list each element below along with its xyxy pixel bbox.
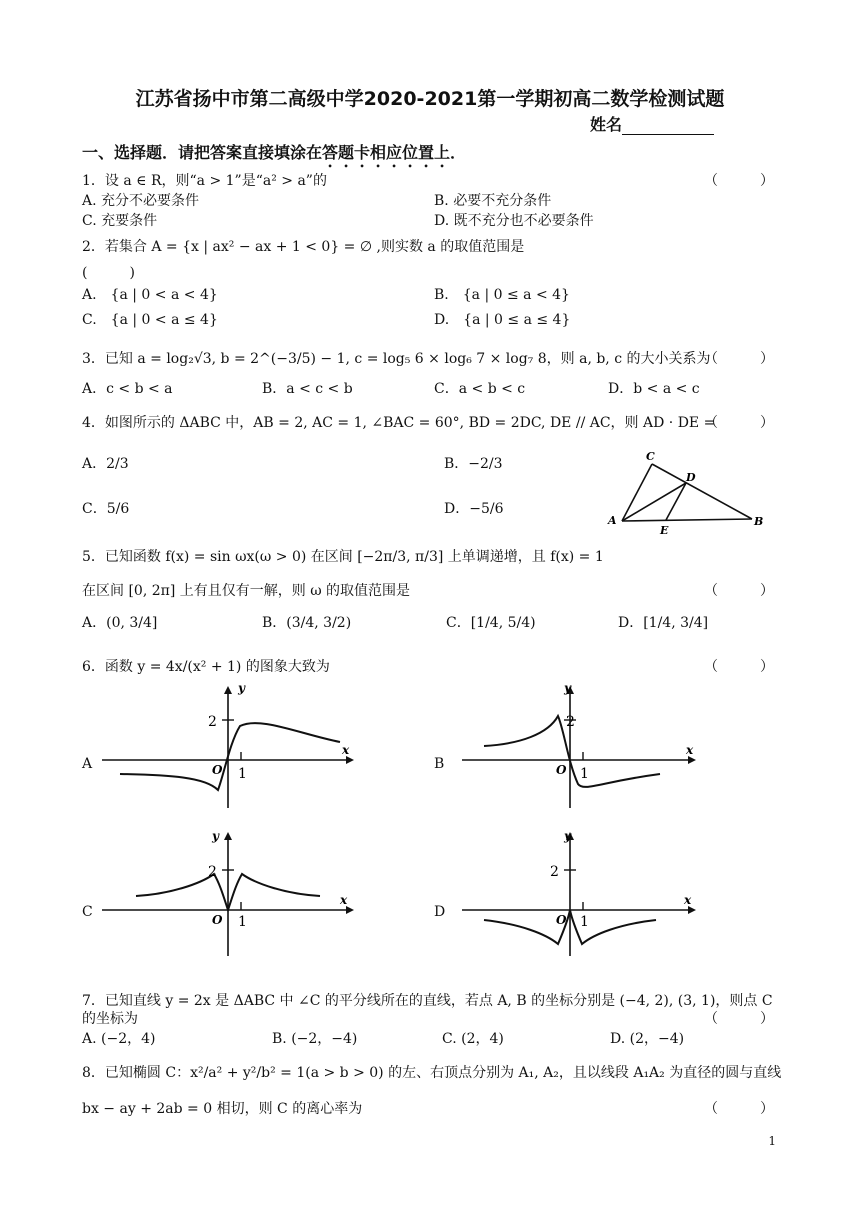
- q3-option-d: D．b < a < c: [608, 381, 700, 397]
- q6-answer-blank: （ ）: [704, 659, 774, 675]
- page-number: 1: [768, 1134, 776, 1148]
- svg-text:x: x: [684, 893, 692, 907]
- fig-label-a: A: [608, 514, 617, 527]
- graph-b: [460, 682, 720, 810]
- q2-answer-blank: ( ): [82, 265, 135, 281]
- q8-stem-line1: 8．已知椭圆 C：x²/a² + y²/b² = 1(a > b > 0) 的左、右顶点分别为 A₁, A₂，且以线段 A₁A₂ 为直径的圆与直线: [82, 1065, 782, 1081]
- svg-text:1: 1: [238, 766, 247, 782]
- q3-option-c: C．a < b < c: [434, 381, 526, 397]
- q8-stem-line2: bx − ay + 2ab = 0 相切，则 C 的离心率为: [82, 1101, 363, 1117]
- section-emphasis: 答题卡相应位置上: [322, 143, 451, 162]
- graph-d: [460, 828, 720, 958]
- q7-option-c: C. (2，4): [442, 1031, 504, 1047]
- q2-option-b: B. {a | 0 ≤ a < 4}: [434, 287, 570, 303]
- svg-text:2: 2: [566, 714, 575, 730]
- svg-text:1: 1: [238, 914, 247, 930]
- svg-text:2: 2: [208, 864, 217, 880]
- fig-label-d: D: [686, 471, 696, 484]
- name-label: 姓名: [590, 115, 623, 134]
- q4-option-d: D．−5/6: [444, 501, 504, 517]
- q6-stem: 6．函数 y = 4x/(x² + 1) 的图象大致为: [82, 659, 330, 675]
- svg-text:1: 1: [580, 914, 589, 930]
- q4-answer-blank: （ ）: [704, 415, 774, 431]
- q4-option-b: B．−2/3: [444, 456, 503, 472]
- q7-option-b: B. (−2，−4): [272, 1031, 358, 1047]
- q6-label-c: C: [82, 904, 93, 920]
- svg-text:O: O: [556, 763, 567, 777]
- q3-stem: 3．已知 a = log₂√3, b = 2^(−3/5) − 1, c = log₅ 6 × log₆ 7 × log₇ 8，则 a, b, c 的大小关系为: [82, 351, 711, 367]
- q5-stem-line1: 5．已知函数 f(x) = sin ωx(ω > 0) 在区间 [−2π/3, π/3] 上单调递增，且 f(x) = 1: [82, 549, 604, 565]
- graph-c: [100, 828, 360, 958]
- q6-label-b: B: [434, 756, 445, 772]
- q3-answer-blank: （ ）: [704, 351, 774, 367]
- svg-text:y: y: [238, 682, 245, 695]
- q3-option-b: B．a < c < b: [262, 381, 353, 397]
- name-blank-line: [622, 120, 714, 135]
- q3-option-a: A．c < b < a: [82, 381, 173, 397]
- q5-option-c: C．[1/4, 5/4): [446, 615, 536, 631]
- q6-label-a: A: [82, 756, 93, 772]
- svg-text:y: y: [564, 829, 571, 843]
- fig-label-b: B: [754, 515, 764, 528]
- q2-option-d: D. {a | 0 ≤ a ≤ 4}: [434, 312, 571, 328]
- q7-stem-line2: 的坐标为: [82, 1011, 138, 1027]
- q1-option-a: A. 充分不必要条件: [82, 193, 200, 209]
- svg-text:x: x: [686, 743, 694, 757]
- q7-option-d: D. (2，−4): [610, 1031, 685, 1047]
- graph-a: [100, 682, 360, 810]
- svg-text:O: O: [212, 913, 223, 927]
- fig-label-e: E: [660, 524, 669, 537]
- fig-label-c: C: [646, 450, 655, 463]
- q4-option-a: A．2/3: [82, 456, 129, 472]
- page-title: 江苏省扬中市第二高级中学2020-2021第一学期初高二数学检测试题: [135, 88, 725, 110]
- q7-stem-line1: 7．已知直线 y = 2x 是 ΔABC 中 ∠C 的平分线所在的直线，若点 A, B 的坐标分别是 (−4, 2), (3, 1)，则点 C: [82, 993, 773, 1009]
- name-field: [590, 112, 714, 135]
- svg-text:2: 2: [550, 864, 559, 880]
- q1-answer-blank: （ ）: [704, 173, 774, 189]
- q5-stem-line2: 在区间 [0, 2π] 上有且仅有一解，则 ω 的取值范围是: [82, 583, 411, 599]
- svg-text:x: x: [342, 743, 350, 757]
- triangle-figure: [600, 446, 770, 538]
- q1-option-c: C. 充要条件: [82, 213, 158, 229]
- q2-stem: 2．若集合 A = {x | ax² − ax + 1 < 0} = ∅ ,则实数 a 的取值范围是: [82, 239, 525, 255]
- q4-stem: 4．如图所示的 ΔABC 中，AB = 2, AC = 1, ∠BAC = 60°, BD = 2DC, DE // AC，则 AD · DE =: [82, 415, 716, 431]
- q2-option-a: A. {a | 0 < a < 4}: [82, 287, 218, 303]
- svg-text:y: y: [212, 829, 219, 843]
- q8-answer-blank: （ ）: [704, 1101, 774, 1117]
- q1-stem: 1．设 a ∈ R，则“a > 1”是“a² > a”的: [82, 173, 327, 189]
- svg-text:O: O: [212, 763, 223, 777]
- svg-text:2: 2: [208, 714, 217, 730]
- q5-option-d: D．[1/4, 3/4]: [618, 615, 709, 631]
- q1-option-d: D. 既不充分也不必要条件: [434, 213, 594, 229]
- q5-option-b: B．(3/4, 3/2): [262, 615, 352, 631]
- q7-option-a: A. (−2，4): [82, 1031, 156, 1047]
- svg-text:y: y: [564, 682, 571, 695]
- q7-answer-blank: （ ）: [704, 1011, 774, 1027]
- q5-option-a: A．(0, 3/4]: [82, 615, 158, 631]
- q6-label-d: D: [434, 904, 446, 920]
- q5-answer-blank: （ ）: [704, 583, 774, 599]
- svg-text:O: O: [556, 913, 567, 927]
- q4-option-c: C．5/6: [82, 501, 130, 517]
- section-heading: 一、选择题．请把答案直接填涂在答题卡相应位置上．: [82, 143, 467, 162]
- svg-text:1: 1: [580, 766, 589, 782]
- q2-option-c: C. {a | 0 < a ≤ 4}: [82, 312, 218, 328]
- q1-option-b: B. 必要不充分条件: [434, 193, 552, 209]
- svg-text:x: x: [340, 893, 348, 907]
